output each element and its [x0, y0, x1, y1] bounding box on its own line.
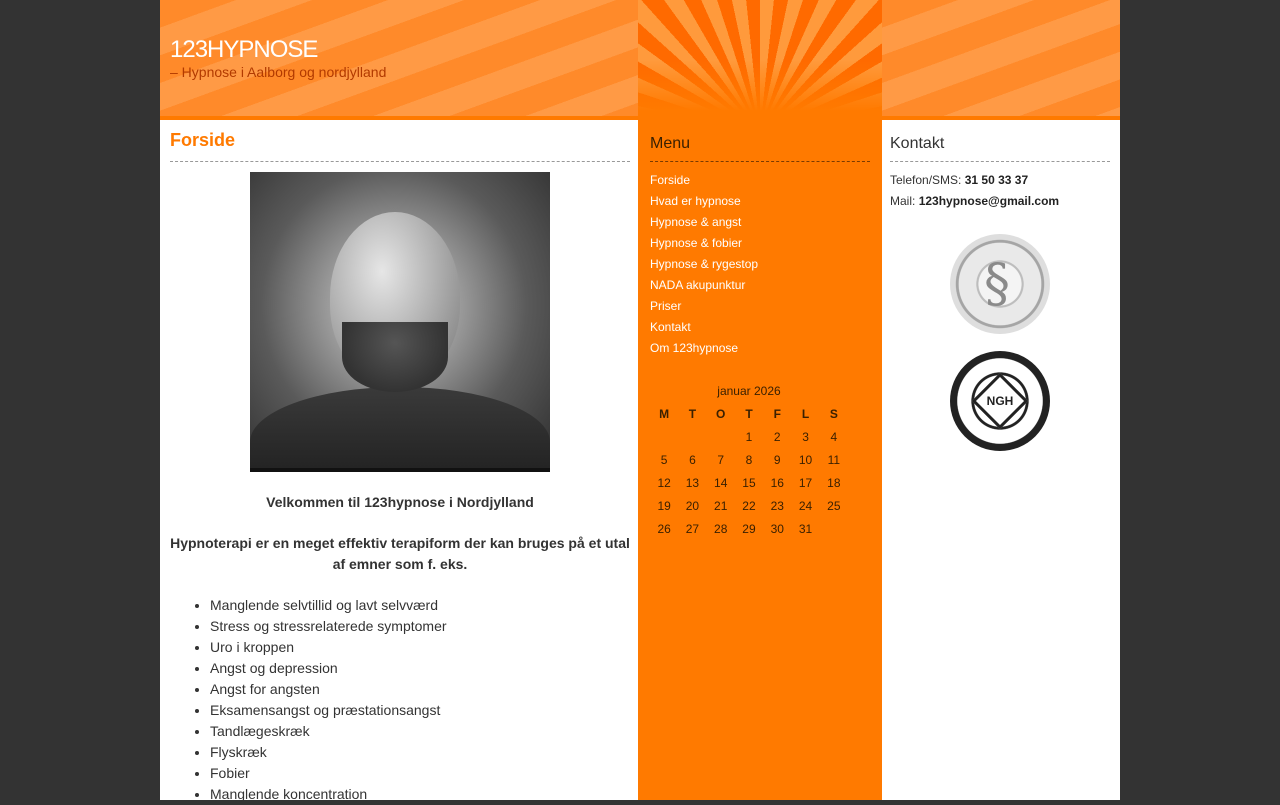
calendar-day: 4 [830, 429, 838, 444]
menu-item-hvad-er-hypnose[interactable]: Hvad er hypnose [650, 194, 741, 208]
seal-s-glyph: § [984, 254, 1010, 314]
list-item: • Angst og depression [210, 658, 630, 679]
phone-label: Telefon/SMS: [890, 173, 962, 187]
list-item: • Eksamensangst og præstationsangst [210, 700, 630, 721]
portrait-beard [342, 322, 448, 392]
calendar-day: 21 [714, 498, 728, 513]
list-item: • Angst for angsten [210, 679, 630, 700]
intro-text: Hypnoterapi er en meget effektiv terapiform der kan bruges på et utal af emner som f. eks. [170, 535, 630, 572]
calendar-day: 11 [827, 452, 841, 467]
calendar-day: 6 [689, 452, 696, 467]
menu-list [650, 170, 870, 359]
menu-item-priser[interactable]: Priser [650, 299, 682, 313]
calendar-day: 18 [827, 475, 841, 490]
header-left-panel [160, 0, 638, 116]
calendar-weekday: F [773, 406, 781, 421]
calendar-day: 12 [657, 475, 671, 490]
calendar-day: 14 [714, 475, 728, 490]
calendar-weekdays [650, 402, 848, 425]
site-description: – Hypnose i Aalborg og nordjylland [170, 64, 387, 80]
calendar-day: 29 [742, 521, 756, 536]
calendar-day: 5 [660, 452, 668, 467]
welcome-text: Velkommen til 123hypnose i Nordjylland [266, 494, 534, 510]
header-sunburst-fade [638, 60, 882, 120]
calendar-weekday: T [745, 406, 753, 421]
mail-label: Mail: [890, 194, 916, 208]
calendar-day: 16 [770, 475, 784, 490]
calendar-day: 23 [770, 498, 784, 513]
menu-item-nada-akupunktur[interactable]: NADA akupunktur [650, 278, 746, 292]
calendar-day: 1 [745, 429, 753, 444]
contact-phone [890, 170, 1110, 191]
calendar-day: 22 [742, 498, 756, 513]
certified-hypnotherapist-seal-icon [950, 234, 1050, 334]
phone-value: 31 50 33 37 [964, 173, 1029, 187]
main-content [170, 120, 630, 805]
calendar-weekday: T [688, 406, 697, 421]
menu-item-kontakt[interactable]: Kontakt [650, 320, 691, 334]
portrait-shoulders [250, 387, 550, 472]
calendar-weekday: L [801, 406, 810, 421]
calendar-day: 20 [685, 498, 700, 513]
list-item: • Manglende selvtillid og lavt selvværd [210, 595, 630, 616]
menu-item-hypnose-angst[interactable]: Hypnose & angst [650, 215, 742, 229]
list-item: • Stress og stressrelaterede symptomer [210, 616, 630, 637]
contact-mail [890, 191, 1110, 212]
calendar-weekday: M [659, 406, 670, 421]
menu-sidebar [638, 120, 882, 800]
header-sunburst-panel [638, 0, 882, 120]
menu-item-om[interactable]: Om 123hypnose [650, 341, 739, 355]
list-item: • Fobier [210, 763, 630, 784]
calendar-week [650, 494, 848, 517]
calendar-week [650, 471, 848, 494]
site-header [160, 0, 1120, 120]
calendar-day: 8 [745, 452, 753, 467]
page-title[interactable]: Forside [170, 130, 630, 162]
calendar-day: 26 [657, 521, 671, 536]
ngh-letters: NGH [986, 394, 1014, 408]
calendar-week [650, 517, 848, 540]
calendar-day: 3 [802, 429, 809, 444]
contact-sidebar [890, 120, 1110, 451]
calendar-day: 25 [827, 498, 841, 513]
list-item: • Flyskræk [210, 742, 630, 763]
calendar-weekday: O [716, 406, 726, 421]
calendar-day [650, 425, 678, 448]
calendar-day [678, 425, 706, 448]
header-right-panel [882, 0, 1120, 116]
calendar-day: 19 [657, 498, 671, 513]
calendar-week [650, 425, 848, 448]
menu-item-forside[interactable]: Forside [650, 173, 691, 187]
calendar-day: 17 [798, 475, 813, 490]
topics-list [170, 595, 630, 805]
calendar-day: 15 [742, 475, 756, 490]
calendar-day: 10 [798, 452, 813, 467]
page-wrapper [160, 0, 1120, 800]
calendar-caption: januar 2026 [717, 384, 781, 398]
contact-heading: Kontakt [890, 135, 1110, 162]
calendar-day: 27 [685, 521, 700, 536]
calendar-day [707, 425, 735, 448]
mail-link[interactable]: 123hypnose@gmail.com [918, 194, 1060, 208]
calendar-day: 9 [773, 452, 781, 467]
menu-item-hypnose-rygestop[interactable]: Hypnose & rygestop [650, 257, 759, 271]
ngh-diamond [972, 373, 1029, 430]
menu-item-hypnose-fobier[interactable]: Hypnose & fobier [650, 236, 743, 250]
site-title[interactable]: 123HYPNOSE [170, 36, 318, 63]
menu-inner [650, 120, 870, 540]
list-item: • Tandlægeskræk [210, 721, 630, 742]
calendar [650, 381, 848, 540]
calendar-day: 13 [685, 475, 700, 490]
calendar-day [820, 517, 848, 540]
calendar-day: 24 [798, 498, 813, 513]
calendar-day: 30 [770, 521, 784, 536]
calendar-weekday: S [829, 406, 838, 421]
calendar-day: 2 [773, 429, 781, 444]
portrait-photo [250, 172, 550, 472]
menu-heading: Menu [650, 135, 870, 162]
calendar-day: 28 [714, 521, 728, 536]
calendar-week [650, 448, 848, 471]
national-guild-of-hypnotists-seal-icon [950, 351, 1050, 451]
calendar-day: 7 [717, 452, 725, 467]
list-item: • Manglende koncentration [210, 784, 630, 805]
calendar-day: 31 [798, 521, 813, 536]
list-item: • Uro i kroppen [210, 637, 630, 658]
